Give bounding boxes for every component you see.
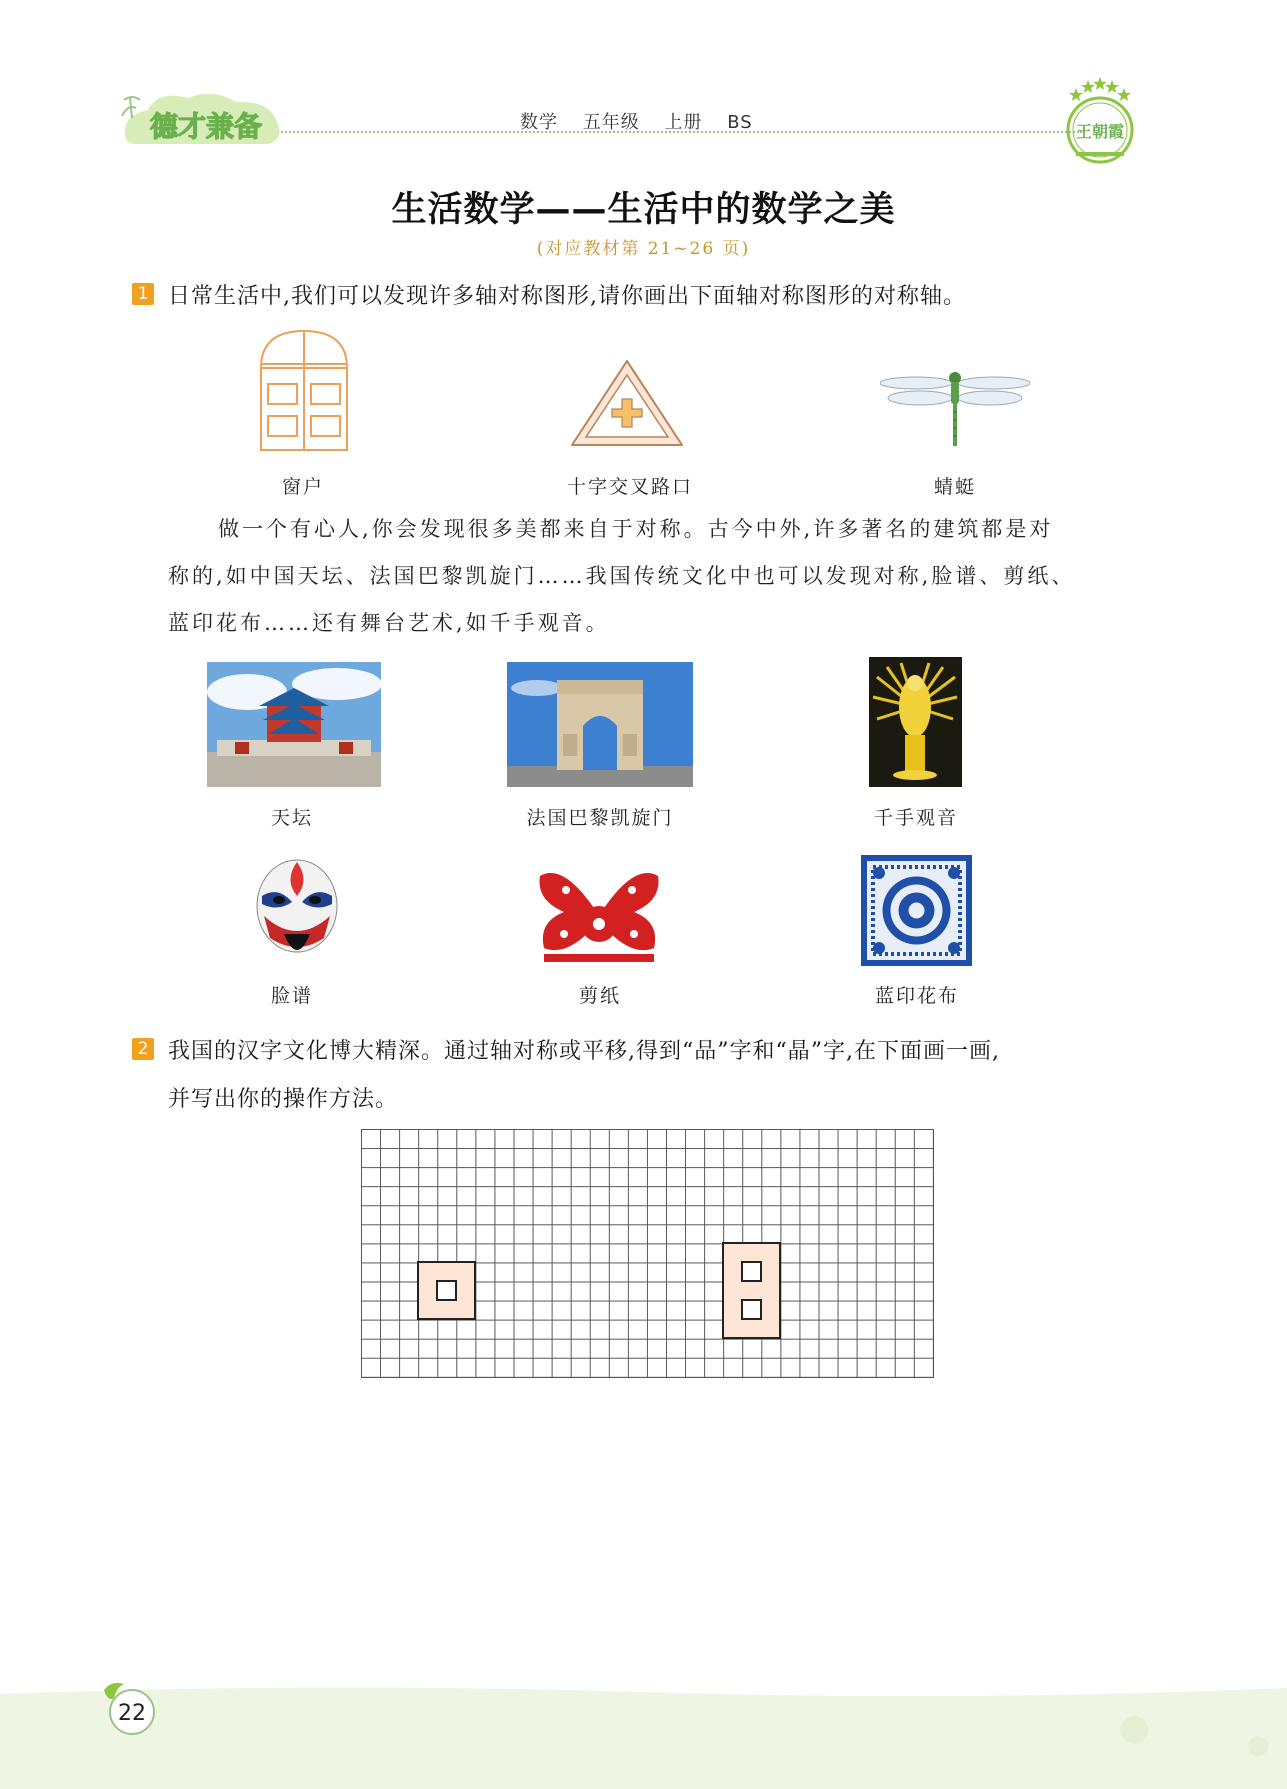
question-1-number: 1 bbox=[132, 283, 154, 305]
photo-caption-temple: 天坛 bbox=[270, 807, 313, 829]
page-subtitle: (对应教材第 21~26 页) bbox=[536, 239, 751, 259]
question-2-line-2: 并写出你的操作方法。 bbox=[168, 1087, 399, 1112]
seal-text: 王朝霞 bbox=[1075, 122, 1125, 141]
thousand-hand-guanyin-photo bbox=[869, 657, 962, 787]
photo-caption-papercut: 剪纸 bbox=[578, 985, 621, 1007]
paragraph-line-2: 称的,如中国天坛、法国巴黎凯旋门……我国传统文化中也可以发现对称,脸谱、剪纸、 bbox=[168, 564, 1076, 588]
temple-of-heaven-photo bbox=[207, 662, 381, 787]
window-figure[interactable] bbox=[258, 328, 350, 452]
dragonfly-figure[interactable] bbox=[880, 370, 1030, 450]
paper-cutting-photo bbox=[534, 862, 664, 966]
crossroad-sign-figure[interactable] bbox=[568, 357, 686, 449]
brand-logo bbox=[118, 86, 288, 148]
grid-shapes bbox=[361, 1129, 933, 1377]
arc-de-triomphe-photo bbox=[507, 662, 693, 787]
photo-caption-calico: 蓝印花布 bbox=[874, 985, 959, 1007]
paragraph-line-3: 蓝印花布……还有舞台艺术,如千手观音。 bbox=[168, 611, 610, 635]
ri-shape bbox=[723, 1243, 780, 1338]
header-edition: BS bbox=[727, 112, 753, 133]
header-subject: 数学 bbox=[520, 112, 558, 133]
bottom-wave-decoration bbox=[0, 1680, 1287, 1789]
blue-calico-photo bbox=[861, 855, 972, 966]
symmetry-paragraph bbox=[168, 506, 1132, 647]
figure-caption-crossroad: 十字交叉路口 bbox=[566, 476, 693, 498]
page-number-badge bbox=[100, 1678, 160, 1738]
photo-caption-guanyin: 千手观音 bbox=[873, 807, 958, 829]
seal-logo bbox=[1062, 74, 1138, 172]
header-text bbox=[520, 108, 771, 134]
question-2-line-1: 我国的汉字文化博大精深。通过轴对称或平移,得到“品”字和“晶”字,在下面画一画, bbox=[168, 1039, 1000, 1064]
photo-caption-arc: 法国巴黎凯旋门 bbox=[526, 807, 674, 829]
page-number: 22 bbox=[118, 1701, 146, 1726]
figure-caption-dragonfly: 蜻蜓 bbox=[933, 476, 976, 498]
brand-text: 德才兼备 bbox=[149, 110, 263, 143]
figure-caption-window: 窗户 bbox=[281, 476, 324, 498]
paragraph-line-1: 做一个有心人,你会发现很多美都来自于对称。古今中外,许多著名的建筑都是对 bbox=[218, 517, 1054, 541]
question-1-text: 日常生活中,我们可以发现许多轴对称图形,请你画出下面轴对称图形的对称轴。 bbox=[168, 284, 966, 309]
photo-caption-mask: 脸谱 bbox=[270, 985, 313, 1007]
header-grade: 五年级 bbox=[582, 112, 640, 133]
page-title: 生活数学——生活中的数学之美 bbox=[391, 190, 896, 230]
question-2-number: 2 bbox=[132, 1038, 154, 1060]
opera-mask-photo bbox=[254, 856, 340, 966]
header-volume: 上册 bbox=[664, 112, 703, 133]
